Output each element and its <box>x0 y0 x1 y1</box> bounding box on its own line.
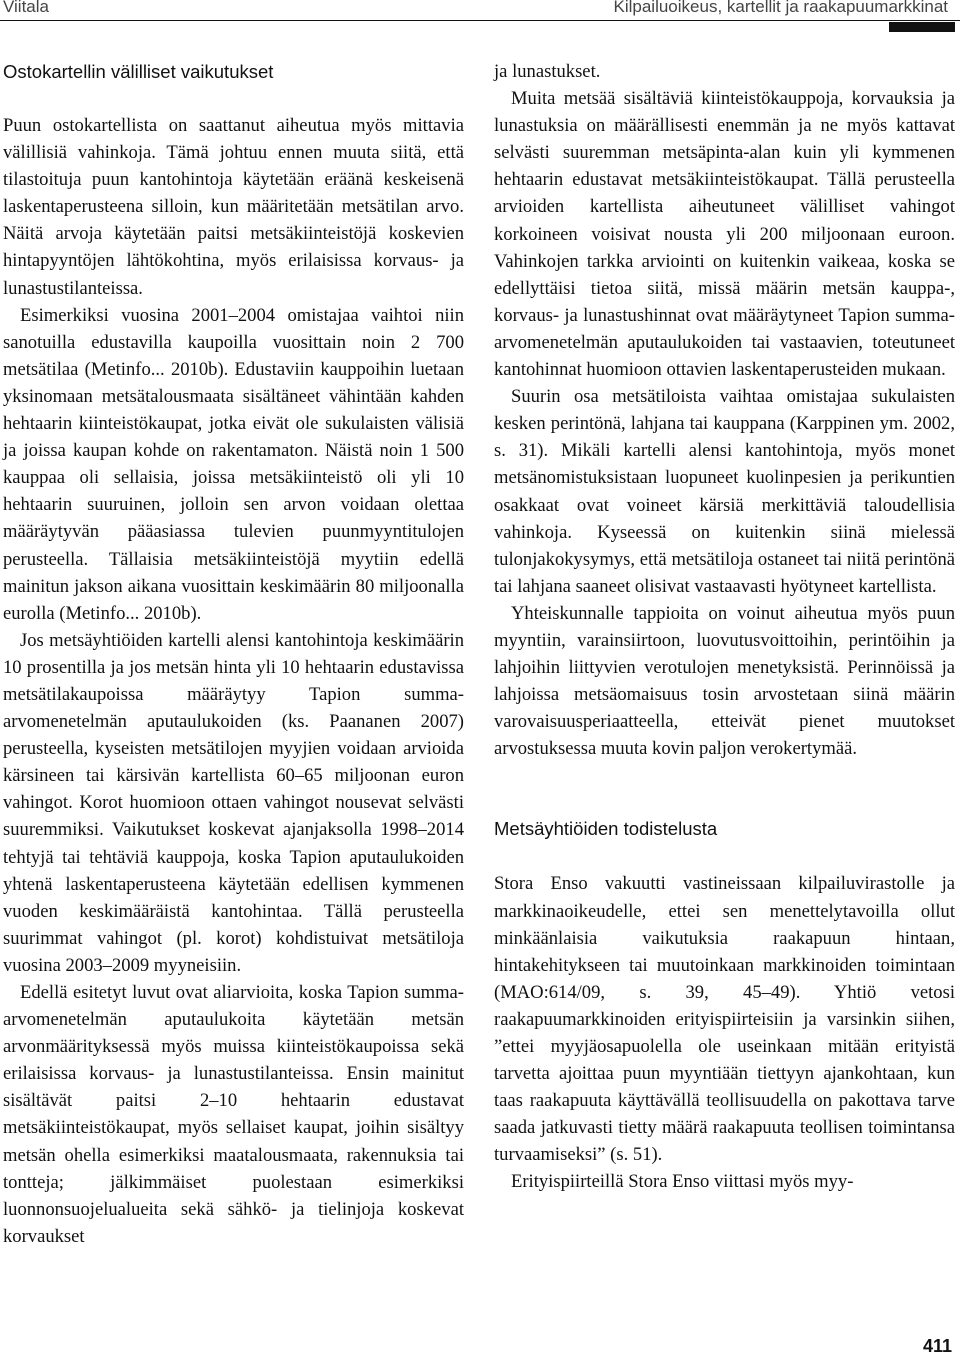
running-header <box>0 0 960 22</box>
paragraph: Yhteiskunnalle tappioita on voinut aiheutua myös puun myyntiin, varainsiirtoon, luovutusvoittoihin, perintöihin ja lahjoihin liittyvien verotulojen menetyksistä. Perinnöissä ja lahjoissa metsäomaisuus tosin arvostetaan siinä määrin varovaisuusperiaatteella, etteivät pienet muutokset arvostuksessa muuta kovin paljon verokertymää. <box>494 602 955 760</box>
header-title: Kilpailuoikeus, kartellit ja raakapuumarkkinat <box>613 0 948 16</box>
paragraph: Puun ostokartellista on saattanut aiheutua myös mittavia välillisiä vahinkoja. Tämä johtuu ennen muuta siitä, että tilastoituja puun kantohintoja käytetään eräänä keskeisenä laskentaperusteena silloin, kun määritetään metsätilan arvo. Näitä arvoja käytetään paitsi metsäkiinteistöjä koskevien hintapyyntöjen lähtökohtina, myös erilaisissa korvaus- ja lunastustilanteissa. <box>3 115 464 299</box>
paragraph: Muita metsää sisältäviä kiinteistökauppoja, korvauksia ja lunastuksia on määrällisesti enemmän ja ne myös kattavat selvästi suuremman metsäpinta-alan kuin yli kymmenen hehtaarin edustavat metsäkiinteistökaupat. Tällä perusteella arvioiden kartellista aiheutuneet välilliset vahingot korkoineen voisivat nousta yli 200 miljoonaan euroon. Vahinkojen tarkka arviointi on kuitenkin vaikeaa, koska se edellyttäisi tietoa siitä, missä määrin metsän kauppa-, korvaus- ja lunastushinnat ovat määräytyneet Tapion summa-arvomenetelmän aputaulukoiden tai vastaavien, toteutuneet kantohinnat huomioon ottavien laskentaperusteiden mukaan. <box>494 88 955 381</box>
paragraph: Suurin osa metsätiloista vaihtaa omistajaa sukulaisten kesken perintönä, lahjana tai kauppana (Karppinen ym. 2002, s. 31). Mikäli kartelli alensi kantohintoja, myös monet metsänomistuksistaan luopuneet kuolinpesien ja perikuntien osakkaat ovat voineet kärsiä merkittäviä taloudellisia vahinkoja. Kyseessä on kuitenkin siinä mielessä tulonjakokysymys, että metsätiloja ostaneet tai niitä perintönä tai lahjana saaneet olisivat vastaavasti hyötyneet kartellista. <box>494 386 955 597</box>
paragraph: Jos metsäyhtiöiden kartelli alensi kantohintoja keskimäärin 10 prosentilla ja jos metsän hinta yli 10 hehtaarin edustavissa metsätilakaupoissa määräytyy Tapion summa-arvomenetelmän aputaulukoiden (ks. Paananen 2007) perusteella, kyseisten metsätilojen myyjien voidaan arvioida kärsineen tai kärsivän kartellista 60–65 miljoonan euron vahingot. Korot huomioon ottaen vahingot nousevat selvästi suuremmiksi. Vaikutukset koskevat ajanjaksolla 1998–2014 tehtyjä tai tehtäviä kauppoja, koska Tapion aputaulukoiden yhtenä laskentaperusteena käytetään edellisen kymmenen vuoden keskimääräistä kantohintaa. Tällä perusteella suurimmat vahingot (pl. korot) kohdistuivat metsätiloja vuosina 2003–2009 myyneisiin. <box>3 629 464 976</box>
section-heading-evidence: Metsäyhtiöiden todistelusta <box>494 818 718 840</box>
paragraph: Esimerkiksi vuosina 2001–2004 omistajaa vaihtoi niin sanotuilla edustavilla kaupoilla vuosittain noin 2 700 metsätilaa (Metinfo... 2010b). Edustaviin kauppoihin luetaan yksinomaan metsätalousmaata sisältäneet vähintään kahden hehtaarin kiinteistökaupat, jotka eivät ole sukulaisten välisiä ja joissa kaupan kohde on rakentamaton. Näistä noin 1 500 kauppaa oli sellaisia, joissa metsäkiinteistö oli yli 10 hehtaarin suuruinen, jolloin sen arvon voidaan olettaa määräytyvän pääasiassa tulevien puunmyyntitulojen perusteella. Tällaisia metsäkiinteistöjä myytiin edellä mainitun jakson aikana vuosittain keskimäärin 80 miljoonalla eurolla (Metinfo... 2010b). <box>3 304 464 624</box>
section-heading-indirect-effects: Ostokartellin välilliset vaikutukset <box>3 61 274 82</box>
header-rule <box>0 20 960 21</box>
paragraph: Edellä esitetyt luvut ovat aliarvioita, koska Tapion summa-arvomenetelmän aputaulukoita käytetään metsän arvonmäärityksessä myös muissa kiinteistökaupoissa sekä erilaisissa korvaus- ja lunastustilanteissa. Ensin mainitut sisältävät paitsi 2–10 hehtaarin edustavat metsäkiinteistökaupat, myös sellaiset kaupat, joihin sisältyy metsän ohella esimerkiksi maatalousmaata, rakennuksia tai tontteja; jälkimmäiset puolestaan esimerkiksi luonnonsuojelualueita sekä sähkö- ja tielinjoja koskevat korvaukset <box>3 982 464 1247</box>
paragraph: ja lunastukset. <box>494 61 601 82</box>
right-column <box>494 58 955 1196</box>
paragraph: Erityispiirteillä Stora Enso viittasi myös myy- <box>511 1171 854 1193</box>
left-column <box>3 58 464 1250</box>
page-number: 411 <box>922 1336 952 1356</box>
paragraph: Stora Enso vakuutti vastineissaan kilpailuvirastolle ja markkinaoikeudelle, ettei sen menettelytavoilla ollut minkäänlaisia vaikutuksia raakapuun hintaan, hintakehitykseen tai muutoinkaan markkinoiden toimintaan (MAO:614/09, s. 39, 45–49). Yhtiö vetosi raakapuumarkkinoiden erityispiirteisiin ja varsinkin siihen, ”ettei myyjäosapuolella ole useinkaan mitään erityistä tarvetta ajoittaa puun myyntiään tiettyyn ajankohtaan, kun taas raakapuuta käyttävällä teollisuudella on pakottava tarve saada jatkuvasti tietty määrä raakapuuta teollisen toimintansa turvaamiseksi” (s. 51). <box>494 873 955 1166</box>
header-author: Viitala <box>3 0 49 16</box>
header-rule-block <box>889 22 955 32</box>
